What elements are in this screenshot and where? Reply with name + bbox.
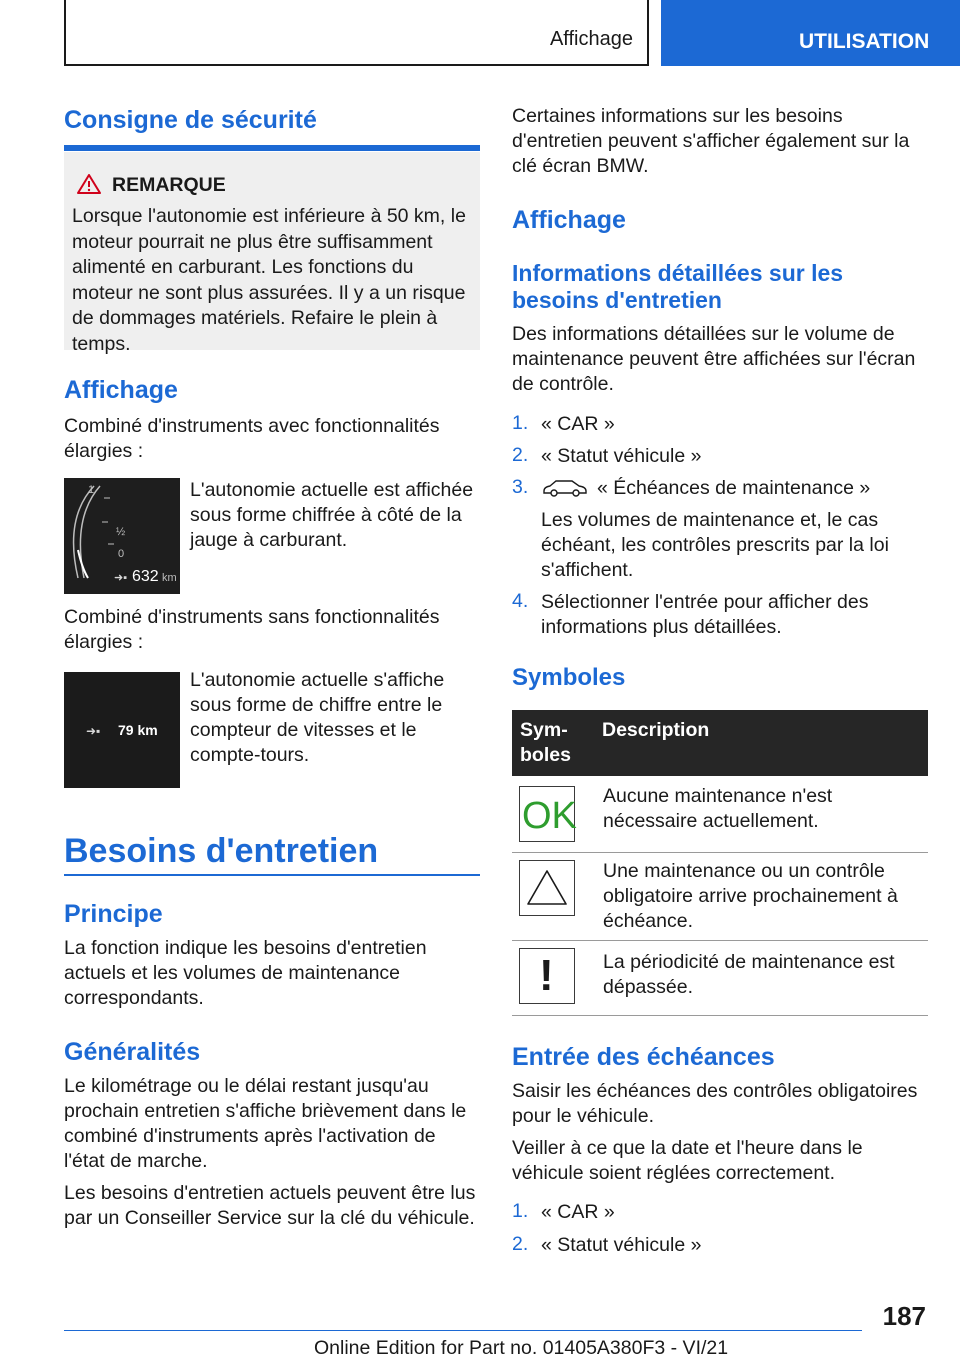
step-number: 4. — [512, 590, 529, 612]
table-row-due-description: Une maintenance ou un contrôle obligatoire arrive prochainement à échéance. — [603, 860, 898, 932]
note-label: REMARQUE — [112, 174, 226, 196]
step-text: « CAR » — [541, 413, 615, 435]
page-number: 187 — [882, 1301, 926, 1331]
footer-rule — [64, 1330, 862, 1331]
without-extended-description: L'autonomie actuelle s'affiche sous forme de chiffre entre le compteur de vitesses et le compte-tours. — [190, 669, 445, 766]
note-text: Lorsque l'autonomie est inférieure à 50 km, le moteur pourrait ne plus être suffisamment alimenté en carburant. Les fonctions du moteur ne sont plus assurées. Il y a un risque de dommages matériels. Refaire le plein à temps. — [72, 205, 466, 355]
table-row-divider — [512, 940, 928, 941]
footer-edition: Online Edition for Part no. 01405A380F3 - VI/21 — [314, 1337, 729, 1359]
step-number: 3. — [512, 476, 529, 498]
generalites-heading: Généralités — [64, 1038, 201, 1066]
principe-text: La fonction indique les besoins d'entretien actuels et les volumes de maintenance correspondants. — [64, 937, 427, 1009]
step-number: 2. — [512, 1233, 529, 1255]
besoins-heading: Besoins d'entretien — [64, 832, 379, 870]
step-text: « Statut véhicule » — [541, 445, 702, 467]
ok-symbol-label: OK — [522, 795, 577, 837]
step-text: Sélectionner l'entrée pour afficher des informations plus détaillées. — [541, 591, 869, 638]
warning-triangle-icon — [519, 860, 575, 916]
gauge-half-mark: ½ — [116, 526, 126, 538]
cluster-fuel-gauge-image — [64, 478, 180, 594]
fuel-pump-icon: ➜▪ — [114, 572, 128, 584]
step-number: 1. — [512, 1200, 529, 1222]
step-text: « Statut véhicule » — [541, 1234, 702, 1256]
heading-rule — [64, 145, 480, 151]
affichage-heading: Affichage — [64, 376, 178, 404]
table-row-ok-description: Aucune maintenance n'est nécessaire actuellement. — [603, 785, 833, 832]
with-extended-description: L'autonomie actuelle est affichée sous forme chiffrée à côté de la jauge à carburant. — [190, 479, 474, 551]
generalites-paragraph-2: Les besoins d'entretien actuels peuvent être lus par un Conseiller Service sur la clé du véhicule. — [64, 1182, 476, 1229]
table-row-divider — [512, 1015, 928, 1016]
affichage-heading-right: Affichage — [512, 206, 626, 234]
entree-paragraph-1: Saisir les échéances des contrôles obligatoires pour le véhicule. — [512, 1080, 918, 1127]
entree-heading: Entrée des échéances — [512, 1043, 775, 1071]
besoins-rule — [64, 874, 480, 876]
with-extended-label: Combiné d'instruments avec fonctionnalités élargies : — [64, 415, 440, 462]
principe-heading: Principe — [64, 900, 163, 928]
generalites-paragraph-1: Le kilométrage ou le délai restant jusqu'au prochain entretien s'affiche brièvement dans le combiné d'instruments après l'activation de l'état de marche. — [64, 1075, 467, 1172]
warning-triangle-icon — [520, 861, 574, 915]
gauge-full-mark: 1 — [88, 484, 95, 496]
without-extended-label: Combiné d'instruments sans fonctionnalités élargies : — [64, 606, 440, 653]
cluster-range-image — [64, 672, 180, 788]
range-value: 632 — [132, 568, 159, 585]
table-col-description: Description — [602, 719, 710, 741]
step-text: « Échéances de maintenance » — [597, 477, 871, 499]
ok-symbol — [519, 786, 575, 842]
symbols-table-header — [512, 710, 928, 776]
gauge-empty-mark: 0 — [118, 548, 125, 560]
header-frame — [64, 0, 649, 66]
range-readout: 79 km — [118, 722, 158, 738]
header-chapter-tab — [661, 0, 960, 66]
exclamation-symbol — [519, 948, 575, 1004]
info-heading: Informations détaillées sur les besoins d'entretien — [512, 260, 844, 313]
exclamation-icon: ! — [539, 951, 554, 1000]
warning-note — [64, 152, 480, 355]
header-section-title: Affichage — [549, 28, 633, 50]
table-col-symbols: Sym- boles — [520, 719, 571, 766]
table-row-divider — [512, 852, 928, 853]
car-icon — [541, 478, 589, 498]
table-row-overdue-description: La périodicité de maintenance est dépassée. — [603, 951, 895, 998]
step-number: 1. — [512, 412, 529, 434]
fuel-pump-icon: ➜▪ — [86, 724, 101, 738]
step-note: Les volumes de maintenance et, le cas échéant, les contrôles prescrits par la loi s'affichent. — [541, 509, 889, 581]
range-unit: km — [162, 572, 177, 584]
safety-heading: Consigne de sécurité — [64, 106, 317, 134]
step-number: 2. — [512, 444, 529, 466]
symboles-heading: Symboles — [512, 664, 626, 691]
info-text: Des informations détaillées sur le volume de maintenance peuvent être affichées sur l'écran de contrôle. — [512, 323, 916, 395]
header-chapter-label: UTILISATION — [799, 30, 930, 53]
step-text: « CAR » — [541, 1201, 615, 1223]
warning-icon — [76, 173, 102, 195]
intro-text: Certaines informations sur les besoins d'entretien peuvent s'afficher également sur la clé écran BMW. — [512, 105, 910, 177]
entree-paragraph-2: Veiller à ce que la date et l'heure dans le véhicule soient réglées correctement. — [512, 1137, 863, 1184]
